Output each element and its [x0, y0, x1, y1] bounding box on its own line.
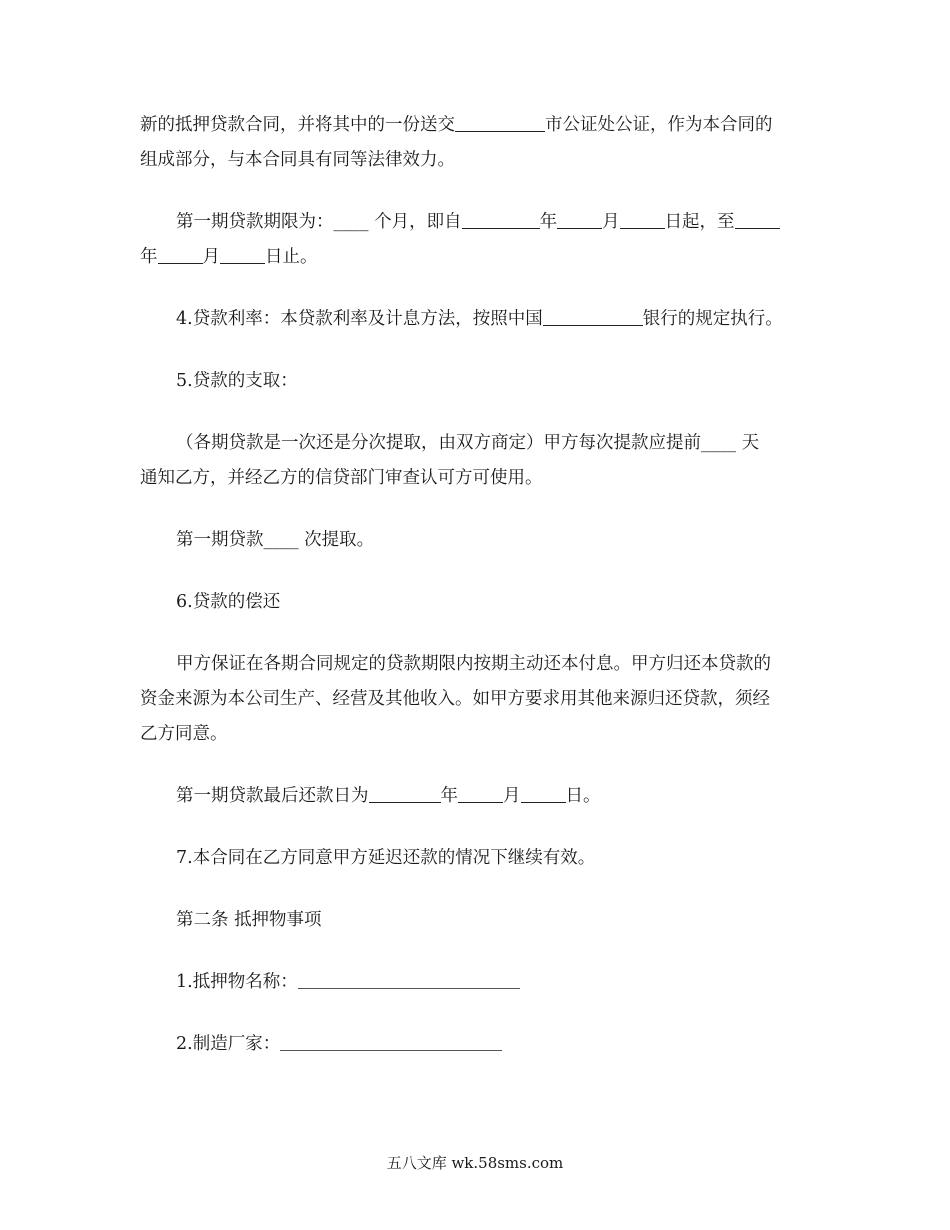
paragraph-repayment-heading [140, 585, 812, 620]
section-heading-article-2 [140, 903, 812, 938]
text-segment: 4.贷款利率：本贷款利率及计息方法，按照中国 [176, 309, 543, 329]
text-segment: 日起，至 [664, 212, 735, 232]
text-segment: 天 [736, 433, 760, 453]
paragraph-final-repayment-date [140, 779, 812, 814]
fill-in-blank [158, 241, 203, 264]
paragraph-first-withdrawal [140, 523, 812, 558]
document-body [140, 108, 812, 1089]
text-line [140, 426, 812, 461]
paragraph-interest-rate [140, 302, 812, 337]
text-line [140, 108, 812, 143]
text-segment: 银行的规定执行。 [642, 309, 783, 329]
text-segment: 新的抵押贷款合同，并将其中的一份送交 [140, 115, 455, 135]
text-line: 6.贷款的偿还 [176, 592, 281, 612]
fill-in-blank [369, 780, 441, 803]
paragraph-collateral-name [140, 965, 812, 1000]
fill-in-blank [543, 303, 643, 326]
fill-in-blank [620, 206, 665, 229]
text-segment: 1.抵押物名称： [176, 972, 298, 992]
text-line: 第二条 抵押物事项 [176, 910, 322, 930]
paragraph-repayment-terms [140, 647, 812, 752]
fill-in-blank [521, 780, 566, 803]
paragraph-withdrawal-heading [140, 364, 812, 399]
paragraph-contract-notarization [140, 108, 812, 178]
text-segment: 个月，即自 [368, 212, 462, 232]
paragraph-extension-validity [140, 841, 812, 876]
paragraph-loan-term [140, 205, 812, 275]
text-segment: 年 [539, 212, 558, 232]
fill-in-blank [735, 206, 780, 229]
text-segment: 日止。 [265, 247, 318, 267]
text-line: 甲方保证在各期合同规定的贷款期限内按期主动还本付息。甲方归还本贷款的 [176, 654, 771, 674]
text-line: 通知乙方，并经乙方的信贷部门审查认可方可使用。 [140, 468, 543, 488]
fill-in-blank [280, 1028, 502, 1051]
text-segment: 市公证处公证，作为本合同的 [545, 115, 773, 135]
text-segment: （各期贷款是一次还是分次提取，由双方商定）甲方每次提款应提前 [176, 433, 701, 453]
text-line: 组成部分，与本合同具有同等法律效力。 [140, 150, 455, 170]
fill-in-blank [462, 206, 540, 229]
text-segment: 年 [140, 247, 158, 267]
text-segment: 2.制造厂家： [176, 1034, 281, 1054]
fill-in-blank [220, 241, 265, 264]
fill-in-blank [455, 109, 545, 132]
text-line: 7.本合同在乙方同意甲方延迟还款的情况下继续有效。 [176, 848, 596, 868]
text-segment: 第一期贷款最后还款日为 [176, 786, 369, 806]
text-segment: 第一期贷款 [176, 530, 264, 550]
page-footer: 五八文库 wk.58sms.com [386, 1154, 564, 1172]
text-segment: 日。 [565, 786, 601, 806]
text-line [140, 779, 812, 814]
fill-in-blank: ____ [263, 530, 299, 550]
text-line [140, 240, 812, 275]
text-line [140, 965, 812, 1000]
paragraph-manufacturer [140, 1027, 812, 1062]
fill-in-blank [557, 206, 602, 229]
text-segment: 第一期贷款期限为： [176, 212, 334, 232]
text-line [140, 523, 812, 558]
paragraph-withdrawal-notice [140, 426, 812, 496]
fill-in-blank: ____ [701, 433, 736, 453]
text-segment: 次提取。 [298, 530, 375, 550]
text-line: 资金来源为本公司生产、经营及其他收入。如甲方要求用其他来源归还贷款，须经 [140, 689, 770, 709]
text-line [140, 1027, 812, 1062]
text-line: 乙方同意。 [140, 724, 228, 744]
text-segment: 月 [202, 247, 220, 267]
text-segment: 年 [440, 786, 458, 806]
text-segment: 月 [503, 786, 521, 806]
fill-in-blank [298, 966, 520, 989]
text-segment: 月 [602, 212, 620, 232]
fill-in-blank: ____ [333, 212, 369, 232]
text-line [140, 205, 812, 240]
text-line [140, 302, 812, 337]
text-line: 5.贷款的支取： [176, 371, 298, 391]
fill-in-blank [458, 780, 503, 803]
